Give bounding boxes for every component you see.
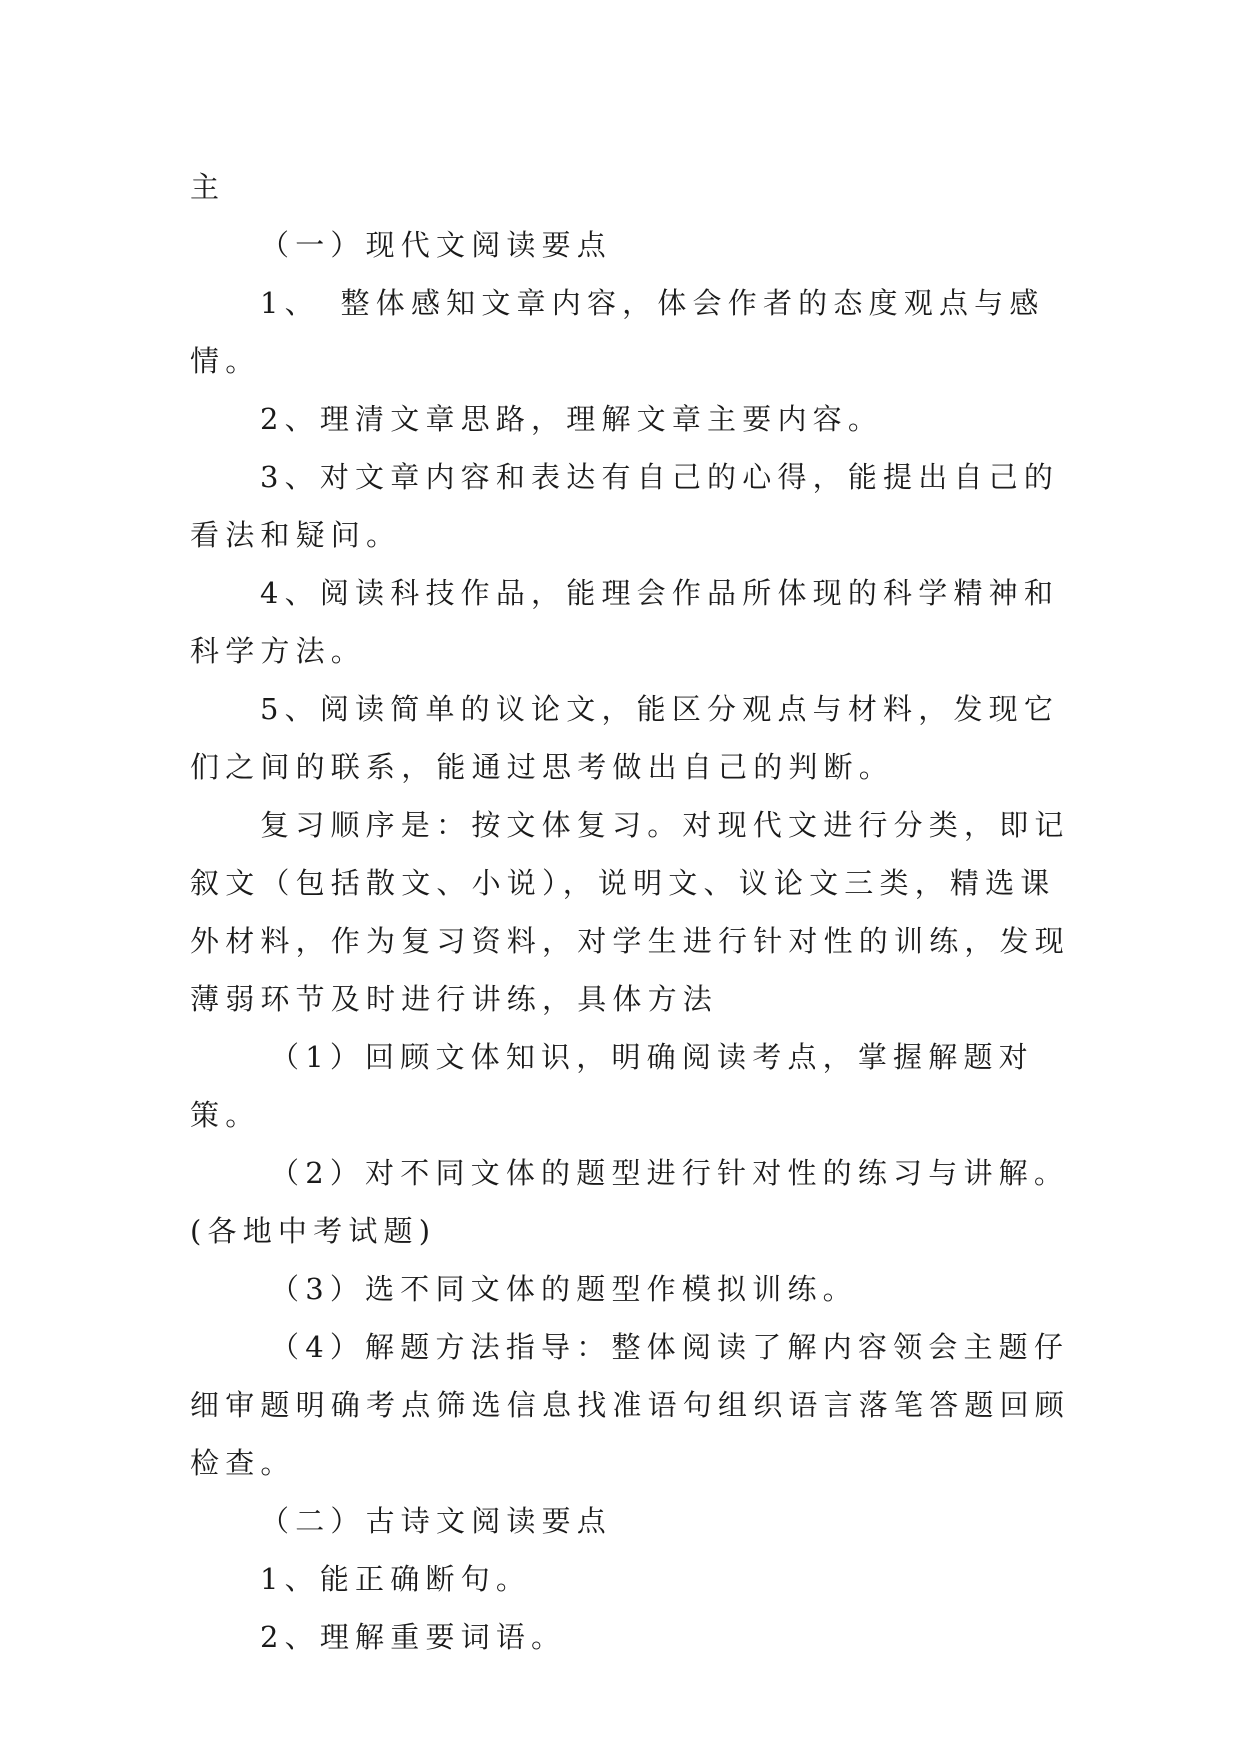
list-item-1: 1、 整体感知文章内容，体会作者的态度观点与感情。	[190, 286, 1045, 378]
body-text	[190, 158, 1090, 1666]
classical-item-1: 1、能正确断句。	[260, 1562, 532, 1596]
classical-item-2: 2、理解重要词语。	[260, 1620, 567, 1654]
method-item-1: （1）回顾文体知识，明确阅读考点，掌握解题对策。	[190, 1040, 1034, 1132]
method-item-2: （2）对不同文体的题型进行针对性的练习与讲解。(各地中考试题)	[190, 1156, 1070, 1248]
list-item-4: 4、阅读科技作品，能理会作品所体现的科学精神和科学方法。	[190, 576, 1060, 668]
method-item-3: （3）选不同文体的题型作模拟训练。	[270, 1272, 858, 1306]
list-item-5: 5、阅读简单的议论文，能区分观点与材料，发现它们之间的联系，能通过思考做出自己的判断。	[190, 692, 1060, 784]
section-heading-modern-reading: （一）现代文阅读要点	[260, 228, 613, 262]
review-order-paragraph: 复习顺序是：按文体复习。对现代文进行分类，即记叙文（包括散文、小说），说明文、议论文三类，精选课外材料，作为复习资料，对学生进行针对性的训练，发现薄弱环节及时进行讲练，具体方法	[190, 808, 1071, 1016]
paragraph-continuation: 主	[190, 170, 226, 204]
method-item-4: （4）解题方法指导：整体阅读了解内容领会主题仔细审题明确考点筛选信息找准语句组织语言落笔答题回顾检查。	[190, 1330, 1071, 1480]
list-item-3: 3、对文章内容和表达有自己的心得，能提出自己的看法和疑问。	[190, 460, 1060, 552]
section-heading-classical-reading: （二）古诗文阅读要点	[260, 1504, 613, 1538]
list-item-2: 2、理清文章思路，理解文章主要内容。	[260, 402, 884, 436]
